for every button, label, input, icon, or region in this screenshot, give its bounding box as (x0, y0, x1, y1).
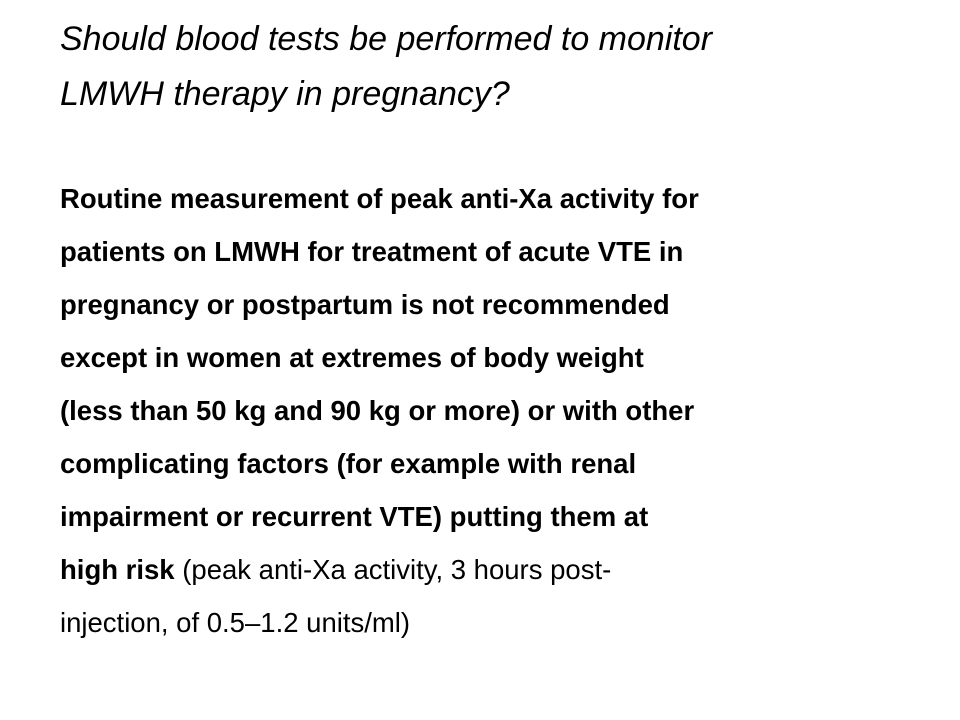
title-line-2: LMWH therapy in pregnancy? (60, 75, 510, 113)
paragraph-1-line-1: Routine measurement of peak anti-Xa activity for (60, 183, 699, 214)
paragraph-1 (60, 172, 930, 278)
paragraph-3-line-4: injection, of 0.5–1.2 units/ml) (60, 607, 411, 638)
paragraph-2-line-2: except in women at extremes of body weight (60, 342, 644, 373)
slide-body (60, 172, 930, 649)
peak-activity-note: (peak anti-Xa activity, 3 hours post- (174, 554, 612, 585)
paragraph-3-line-2: impairment or recurrent VTE) putting them at (60, 501, 649, 532)
paragraph-3-line-3 (60, 543, 930, 596)
paragraph-2-line-1: pregnancy or postpartum is not recommended (60, 289, 670, 320)
title-line-1: Should blood tests be performed to monitor (60, 20, 713, 58)
paragraph-1-line-2: patients on LMWH for treatment of acute VTE in (60, 236, 684, 267)
paragraph-3-line-1: complicating factors (for example with renal (60, 448, 637, 479)
paragraph-2-line-3: (less than 50 kg and 90 kg or more) or with other (60, 395, 695, 426)
paragraph-2 (60, 278, 930, 437)
paragraph-3 (60, 437, 930, 649)
slide-title (60, 12, 920, 122)
high-risk-emphasis: high risk (60, 554, 175, 585)
